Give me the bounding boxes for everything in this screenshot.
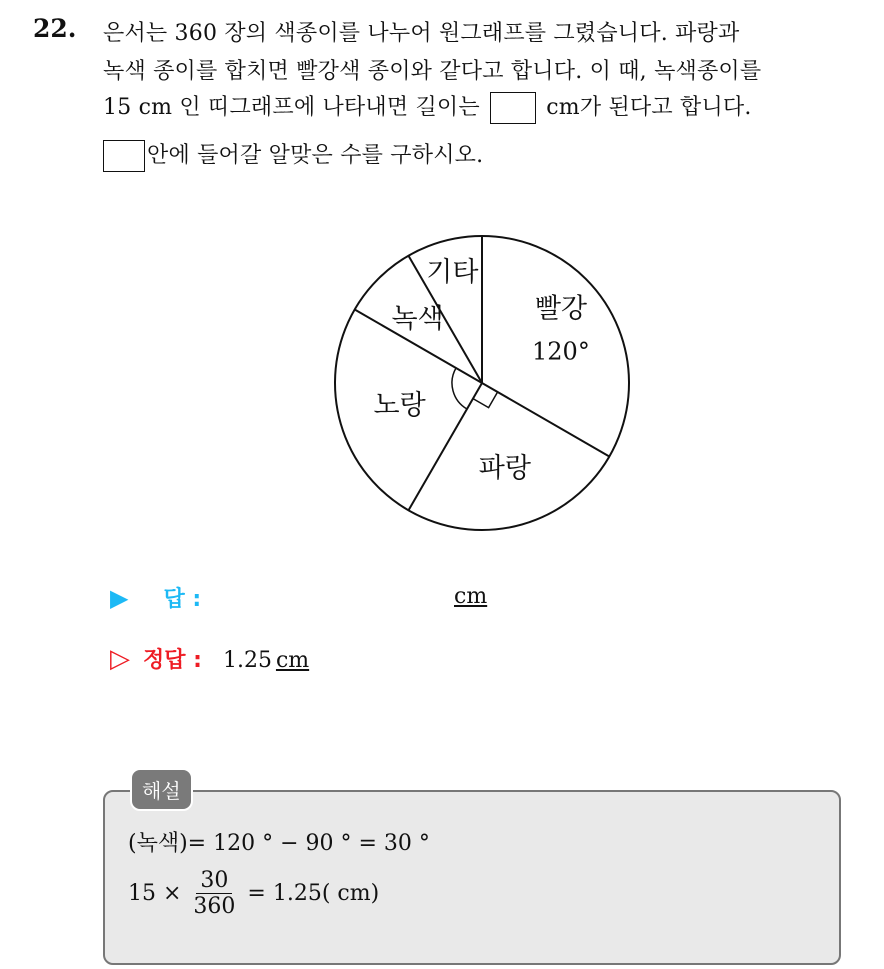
- solution-line-2-suffix: = 1.25( cm): [247, 881, 380, 907]
- fraction-numerator: 30: [196, 868, 232, 894]
- pie-angle-label: 120°: [532, 337, 590, 366]
- outline-arrow-icon: ▷: [110, 644, 130, 674]
- answer-blank-box: [490, 92, 536, 124]
- answer-unit: cm: [454, 584, 488, 609]
- question-line-3: [103, 90, 752, 124]
- pie-slice-label: 파랑: [478, 453, 531, 485]
- pie-slice-label: 녹색: [391, 303, 444, 335]
- pie-chart: [320, 230, 640, 540]
- answer-label: 답 :: [163, 587, 202, 612]
- correct-label: 정답 :: [143, 648, 202, 673]
- filled-arrow-icon: ▶: [110, 584, 129, 612]
- pie-slice-label: 노랑: [373, 390, 426, 422]
- pie-slice-label: 기타: [426, 257, 479, 289]
- question-line-1: 은서는 360 장의 색종이를 나누어 원그래프를 그렸습니다. 파랑과: [103, 21, 740, 46]
- correct-unit: cm: [275, 648, 310, 673]
- question-line-4-text: 안에 들어갈 알맞은 수를 구하시오.: [147, 143, 484, 168]
- solution-line-1: (녹색)= 120 ° − 90 ° = 30 °: [128, 831, 430, 856]
- fraction: [189, 868, 239, 920]
- correct-value: 1.25: [222, 648, 272, 673]
- question-line-3-after: cm가 된다고 합니다.: [546, 95, 752, 120]
- solution-line-2: [128, 868, 379, 920]
- pie-slice-label: 빨강: [534, 293, 588, 325]
- question-line-2: 녹색 종이를 합치면 빨강색 종이와 같다고 합니다. 이 때, 녹색종이를: [103, 59, 762, 84]
- solution-line-2-prefix: 15 ×: [128, 881, 182, 907]
- correct-row: [110, 643, 309, 674]
- solution-tab: 해설: [130, 768, 193, 811]
- question-number: 22.: [33, 14, 77, 43]
- question-line-3-before: 15 cm 인 띠그래프에 나타내면 길이는: [103, 95, 480, 120]
- question-line-4: [103, 138, 483, 172]
- answer-row: [110, 582, 488, 613]
- blank-box-reference: [103, 140, 145, 172]
- fraction-denominator: 360: [193, 894, 236, 920]
